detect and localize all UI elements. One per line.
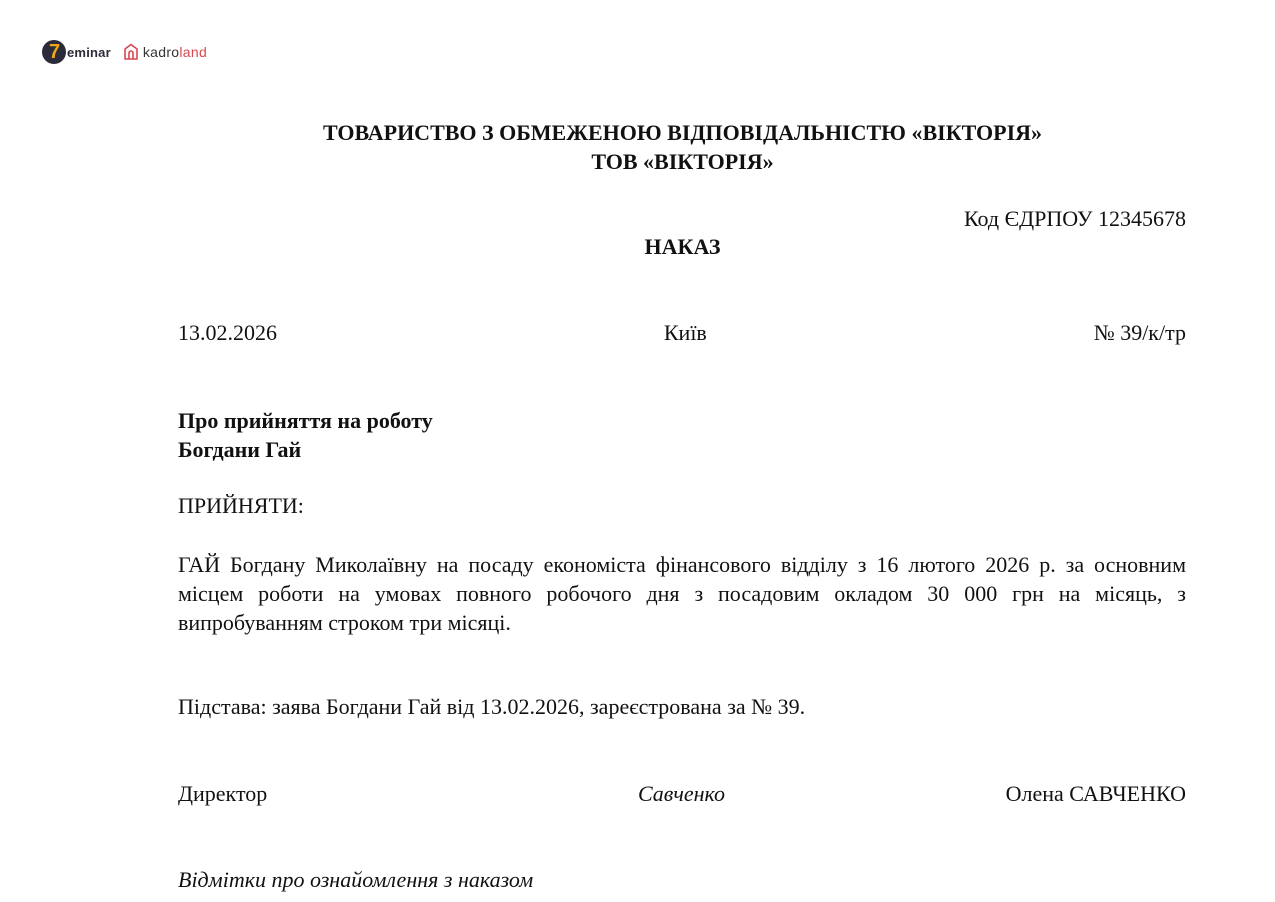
seminar-logo-text: eminar [67,44,111,60]
order-meta-row [178,320,1186,346]
acknowledgement-note: Відмітки про ознайомлення з наказом [178,867,534,892]
document-type: НАКАЗ [644,234,721,259]
order-basis: Підстава: заява Богдани Гай від 13.02.2026, зареєстрована за № 39. [178,694,806,719]
signatory-position: Директор [178,781,268,806]
seminar-badge-icon [42,40,66,64]
directive-heading: ПРИЙНЯТИ: [178,493,304,518]
order-subject [178,406,433,464]
subject-line-2: Богдани Гай [178,437,302,462]
logos [42,40,207,64]
seminar-logo [42,40,111,64]
kadroland-text-main: kadro [142,44,180,60]
org-full-name: ТОВАРИСТВО З ОБМЕЖЕНОЮ ВІДПОВІДАЛЬНІСТЮ «ВІКТОРІЯ» [322,120,1043,145]
signature-row [178,781,1186,807]
order-city: Київ [663,320,707,345]
order-date: 13.02.2026 [178,320,277,345]
kadroland-logo-text [143,44,207,60]
edrpou-code: Код ЄДРПОУ 12345678 [963,206,1186,231]
signature: Савченко [637,781,725,806]
org-short-name: ТОВ «ВІКТОРІЯ» [591,149,774,174]
kadroland-house-icon [123,43,139,61]
kadroland-text-accent: land [179,44,208,60]
signatory-name: Олена САВЧЕНКО [1005,781,1186,806]
kadroland-logo [123,43,207,61]
order-number: № 39/к/тр [1093,320,1186,345]
order-body: ГАЙ Богдану Миколаївну на посаду економіста фінансового відділу з 16 лютого 2026 р. за основним місцем роботи на умовах повного робочого дня з посадовим окладом 30 000 грн на місяць, з випробуванням строком три місяці. [178,552,1186,635]
organization-title [0,118,1275,176]
seminar-badge-digit: 7 [48,41,61,63]
subject-line-1: Про прийняття на роботу [178,408,433,433]
